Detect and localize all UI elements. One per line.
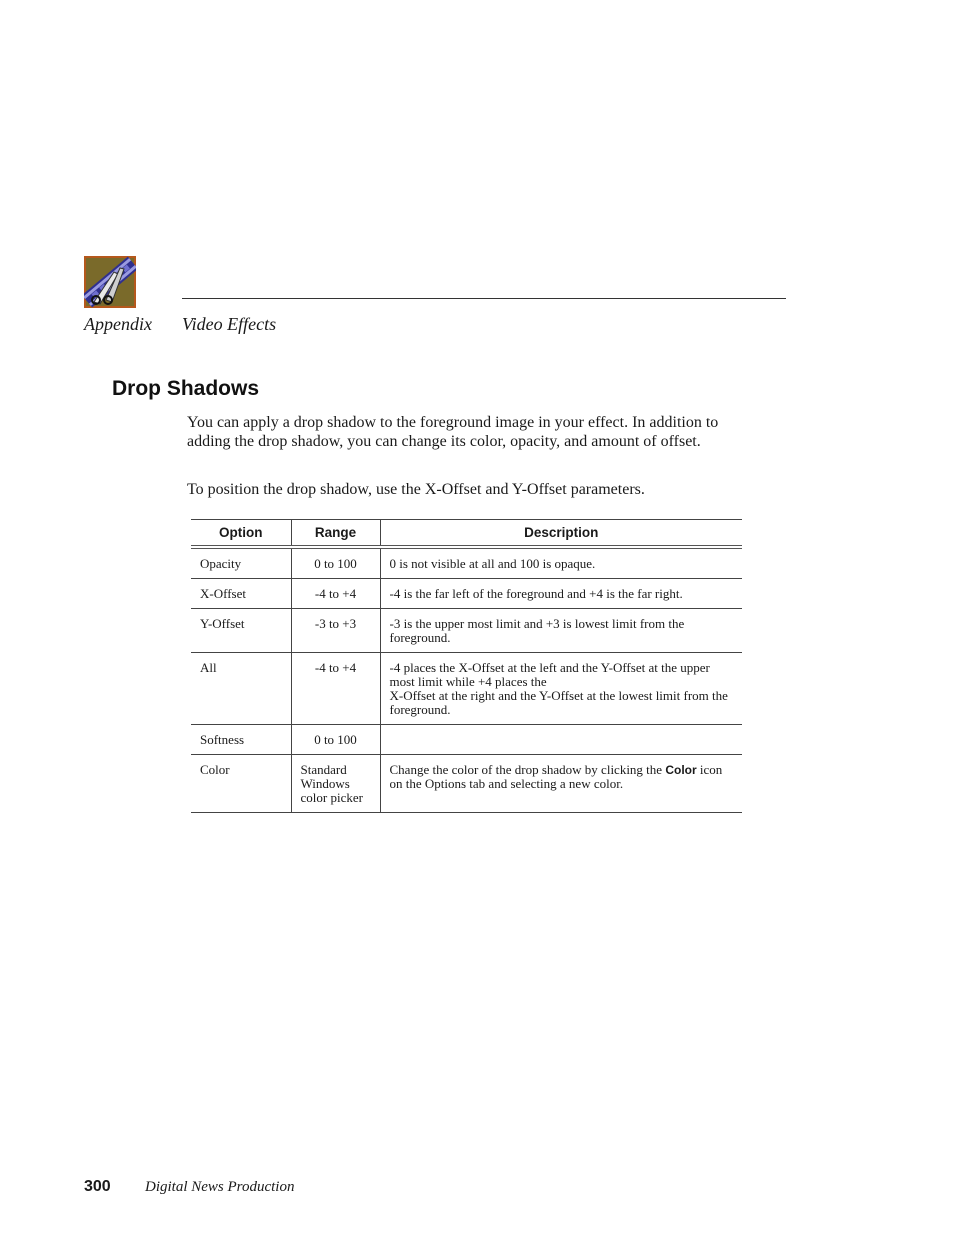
table-row <box>191 653 742 725</box>
range-cell: -4 to +4 <box>291 579 380 609</box>
range-cell: -4 to +4 <box>291 653 380 725</box>
description-cell <box>380 725 742 755</box>
color-ui-label: Color <box>665 763 697 777</box>
option-cell: X-Offset <box>191 579 291 609</box>
table-row <box>191 755 742 813</box>
table-row <box>191 725 742 755</box>
header-rule <box>182 298 786 299</box>
table-row <box>191 547 742 579</box>
description-text: Change the color of the drop shadow by clicking the <box>389 762 666 777</box>
range-cell <box>291 755 380 813</box>
range-cell: 0 to 100 <box>291 547 380 579</box>
running-head-section: Appendix <box>84 314 152 334</box>
intro-paragraph: You can apply a drop shadow to the foreground image in your effect. In addition to adding the drop shadow, you can change its color, opacity, and amount of offset. <box>187 414 719 450</box>
description-line: X-Offset at the right and the Y-Offset at the lowest limit from the foreground. <box>389 688 728 717</box>
range-cell: -3 to +3 <box>291 609 380 653</box>
description-cell: -3 is the upper most limit and +3 is lowest limit from the foreground. <box>380 609 742 653</box>
range-cell: 0 to 100 <box>291 725 380 755</box>
header-description: Description <box>380 520 742 548</box>
range-line: color picker <box>300 790 363 805</box>
table-header-row <box>191 520 742 548</box>
header-option: Option <box>191 520 291 548</box>
description-cell: -4 is the far left of the foreground and +4 is the far right. <box>380 579 742 609</box>
header-range: Range <box>291 520 380 548</box>
description-cell <box>380 653 742 725</box>
option-cell: Y-Offset <box>191 609 291 653</box>
description-line: -4 places the X-Offset at the left and the Y-Offset at the upper most limit while +4 places the <box>389 660 710 689</box>
option-cell: All <box>191 653 291 725</box>
app-logo-icon <box>84 256 136 308</box>
option-cell: Opacity <box>191 547 291 579</box>
option-cell: Color <box>191 755 291 813</box>
description-cell <box>380 755 742 813</box>
section-title: Drop Shadows <box>112 377 260 400</box>
book-title: Digital News Production <box>145 1179 295 1195</box>
offset-paragraph: To position the drop shadow, use the X-Offset and Y-Offset parameters. <box>187 481 645 498</box>
table-row <box>191 579 742 609</box>
description-text: icon on the Options tab and selecting a new color. <box>389 762 723 791</box>
page-number: 300 <box>84 1178 111 1195</box>
drop-shadow-options-table <box>191 519 742 813</box>
running-head-chapter: Video Effects <box>182 314 277 334</box>
table-row <box>191 609 742 653</box>
description-cell: 0 is not visible at all and 100 is opaque. <box>380 547 742 579</box>
option-cell: Softness <box>191 725 291 755</box>
range-line: Windows <box>300 776 350 791</box>
range-line: Standard <box>300 762 347 777</box>
